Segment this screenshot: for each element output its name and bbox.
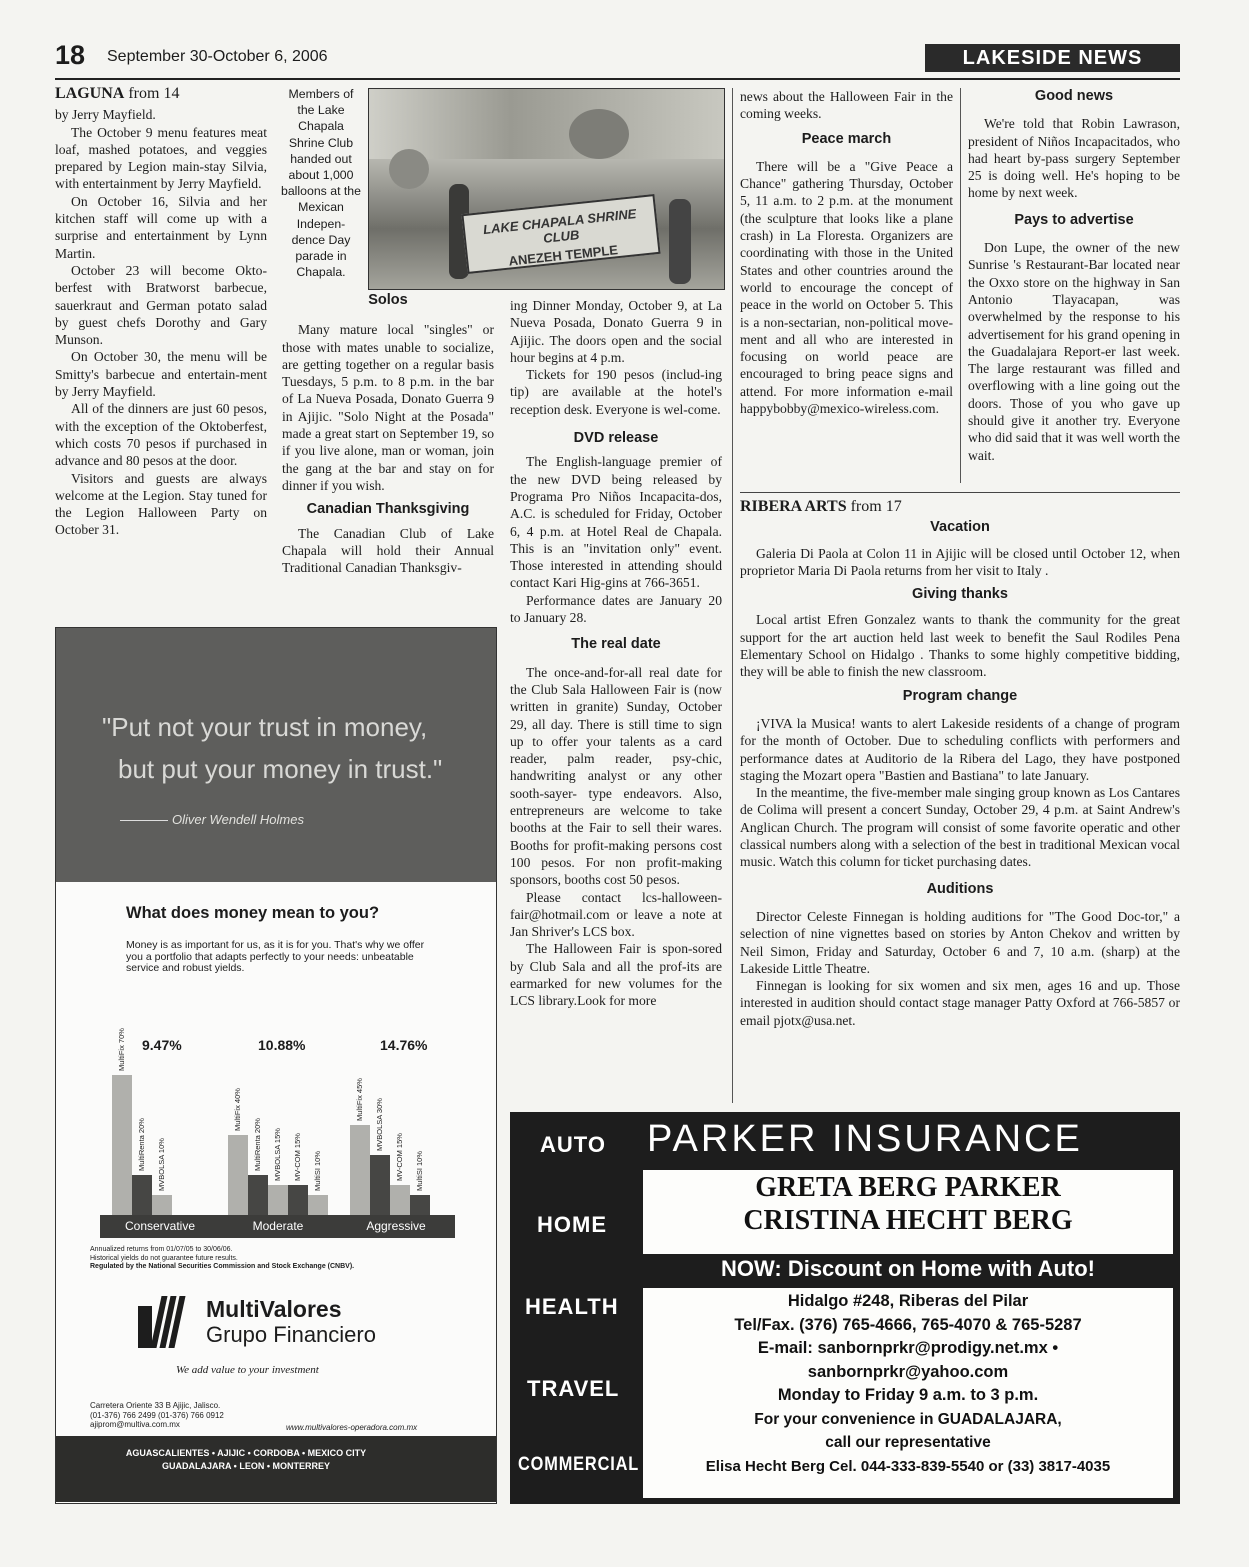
multivalores-logo-icon (138, 1296, 190, 1348)
real-date-heading: The real date (571, 636, 661, 653)
dvd-heading: DVD release (573, 430, 659, 447)
portfolio-bar-label: MultiRenta 20% (137, 1118, 146, 1171)
issue-date: September 30-October 6, 2006 (107, 48, 328, 65)
ribera-jump-head: RIBERA ARTS from 17 (740, 498, 902, 515)
thanks-paragraph: Local artist Efren Gonzalez wants to thank the community for the great support for the art auction held last week to benefit the Saul Rodiles Pena Elementary School on Hidalgo . Thanks to some highly competitive bidding, they will be able to finish the new classroom. (740, 612, 1180, 680)
portfolio-label-moderate: Moderate (252, 1219, 304, 1233)
portfolio-bar (350, 1125, 370, 1215)
side-label-commercial: COMMERCIAL (518, 1454, 640, 1475)
portfolio-bar-label: MV-COM 15% (395, 1133, 404, 1181)
column-3 (510, 297, 722, 1010)
auditions-paragraph: Finnegan is looking for six women and six men, ages 16 and up. Those interested in audition should contact stage manager Patty Oxford at 766-5857 or email pjotx@usa.net. (740, 978, 1180, 1028)
brand-subtitle: Grupo Financiero (206, 1322, 376, 1347)
thanks-heading: Giving thanks (912, 586, 1008, 603)
portfolio-bar (268, 1185, 288, 1215)
portfolio-yield: 10.88% (258, 1037, 306, 1053)
parker-gdl-2: call our representative (825, 1434, 991, 1451)
quote-panel (56, 628, 496, 882)
parker-rep: Elisa Hecht Berg Cel. 044-333-839-5540 or (33) 3817-4035 (705, 1457, 1111, 1475)
portfolio-chart (100, 1003, 455, 1238)
portfolio-bar-label: MultiFix 45% (355, 1078, 364, 1121)
column-rule (732, 88, 733, 1103)
parker-gdl-1: For your convenience in GUADALAJARA, (754, 1410, 1062, 1428)
portfolio-bar (228, 1135, 248, 1215)
canadian-continued: Tickets for 190 pesos (includ-ing tip) are available at the hotel's reception desk. Everyone is wel-come. (510, 367, 722, 417)
cities-band: AGUASCALIENTES • AJIJIC • CORDOBA • MEXICO CITY GUADALAJARA • LEON • MONTERREY (56, 1436, 496, 1502)
advertise-heading: Pays to advertise (1014, 211, 1134, 228)
parker-title: PARKER INSURANCE (647, 1118, 1083, 1160)
quote-line-1: "Put not your trust in money, (102, 712, 428, 742)
good-news-paragraph: We're told that Robin Lawrason, president of Niños Incapacitados, who had heart by-pass surgery September 25 is doing well. He's hoping to be home by next week. (968, 116, 1180, 201)
money-question: What does money mean to you? (126, 904, 380, 922)
quote-line-2: but put your money in trust." (118, 754, 443, 784)
page-header (55, 40, 1180, 76)
column-5 (968, 88, 1180, 464)
canadian-continued: ing Dinner Monday, October 9, at La Nueva Posada, Donato Guerra 9 in Ajijic. The doors open and the social hour begins at 4 p.m. (510, 298, 722, 365)
parker-names-box (643, 1170, 1173, 1254)
discount-banner: NOW: Discount on Home with Auto! (721, 1256, 1095, 1281)
portfolio-bar (132, 1175, 152, 1215)
laguna-paragraph: The October 9 menu features meat loaf, mashed potatoes, and veggies prepared by Legion main-stay Silvia, with entertainment by Jerry Mayfield. (55, 124, 267, 192)
portfolio-bar-label: MVBOLSA 15% (273, 1128, 282, 1181)
portfolio-bar-label: MV-COM 15% (293, 1133, 302, 1181)
laguna-paragraph: by Jerry Mayfield. (55, 107, 156, 123)
agent-name-1: GRETA BERG PARKER (755, 1172, 1061, 1203)
masthead-title: LAKESIDE NEWS (962, 47, 1143, 69)
laguna-jump-head: LAGUNA from 14 (55, 85, 180, 102)
money-intro: Money is as important for us, as it is for you. That's why we offer you a portfolio that adapts perfectly to your needs: unbeatable service and robust yields. (126, 939, 425, 974)
side-label-health: HEALTH (525, 1294, 619, 1319)
portfolio-bar (308, 1195, 328, 1215)
portfolio-bar (410, 1195, 430, 1215)
dvd-paragraph: Performance dates are January 20 to January 28. (510, 592, 722, 626)
portfolio-bar-label: MVBOLSA 30% (375, 1098, 384, 1151)
good-news-heading: Good news (1034, 88, 1114, 104)
dvd-paragraph: The English-language premier of the new DVD being released by Programa Pro Niños Incapacita-dos, A.C. is scheduled for Friday, October 6, 4 p.m. at Hotel Real de Chapala. This is an "invitation only" event. Those interested in attending should contact Kari Hig-gins at 766-3651. (510, 454, 722, 591)
portfolio-bar-label: MVBOLSA 10% (157, 1138, 166, 1191)
ad-address: Carretera Oriente 33 B Ajijic, Jalisco. (01-376) 766 2499 (01-376) 766 0912 ajiprom@multiva.com.mx (90, 1401, 224, 1429)
real-date-paragraph: The Halloween Fair is spon-sored by Club Sala and all the prof-its are earmarked for new volumes for the LCS library.Look for more (510, 941, 722, 1009)
laguna-paragraph: On October 30, the menu will be Smitty's barbecue and entertain-ment by Jerry Mayfield. (55, 349, 267, 400)
auditions-heading: Auditions (926, 880, 994, 897)
ribera-arts-article (740, 498, 1180, 1029)
column-rule (960, 88, 961, 483)
portfolio-bar-label: MultiSI 10% (313, 1150, 322, 1191)
portfolio-bar (288, 1185, 308, 1215)
parker-insurance-ad (510, 1112, 1180, 1504)
laguna-article (55, 85, 267, 539)
canadian-heading: Canadian Thanksgiving (306, 501, 470, 518)
laguna-paragraph: On October 16, Silvia and her kitchen staff will come up with a surprise and entertainment by Lynn Martin. (55, 193, 267, 261)
header-rule (55, 78, 1180, 80)
portfolio-yield: 14.76% (380, 1037, 428, 1053)
vacation-heading: Vacation (930, 519, 990, 536)
photo-caption: Members of the Lake Chapala Shrine Club handed out about 1,000 balloons at the Mexican Indepen-dence Day parade in Chapala. (281, 87, 361, 280)
solos-paragraph: Many mature local "singles" or those with mates unable to socialize, are getting together on a regular basis Tuesdays, 5 p.m. to 8 p.m. in the bar of La Nueva Posada, Donato Guerra 9 in Ajijic. "Solo Night at the Posada" made a great start on September 19, so if you live alone, man or woman, join the gang at the bar and stay on for dinner if you wish. (282, 322, 494, 493)
portfolio-bar-label: MultiFix 40% (233, 1088, 242, 1131)
program-paragraph: ¡VIVA la Musica! wants to alert Lakeside residents of a change of program for the month of October. Due to scheduling conflicts with performers and performance dates at Auditorio de la Ribera del Lago, they have postponed staging the Mozart opera "Bastien and Bastiana" to late January. (740, 715, 1180, 783)
laguna-paragraph: All of the dinners are just 60 pesos, with the exception of the Oktoberfest, which costs 70 pesos if purchased in advance and 80 pesos at the door. (55, 401, 267, 469)
portfolio-bar (248, 1175, 268, 1215)
side-label-home: HOME (537, 1212, 607, 1237)
portfolio-label-conservative: Conservative (124, 1219, 196, 1233)
parker-hours: Monday to Friday 9 a.m. to 3 p.m. (777, 1386, 1039, 1404)
parker-address: Hidalgo #248, Riberas del Pilar (787, 1292, 1029, 1310)
quote-author: Oliver Wendell Holmes (172, 812, 304, 827)
page-number: 18 (55, 40, 86, 70)
multivalores-ad (55, 627, 497, 1504)
vacation-paragraph: Galeria Di Paola at Colon 11 in Ajijic will be closed until October 12, when proprietor Maria Di Paola returns from her visit to Italy . (740, 545, 1180, 578)
portfolio-bar-label: MultiSI 10% (415, 1150, 424, 1191)
brand-tagline: We add value to your investment (176, 1364, 319, 1376)
program-paragraph: In the meantime, the five-member male singing group known as Los Cantares de Colima will present a concert Sunday, October 29, 4 p.m. at Saint Andrew's Anglican Church. The program will consist of some favorite operatic and other classical numbers along with a selection of the best in traditional Mexican vocal music. Watch this column for ticket purchasing dates. (740, 785, 1180, 870)
portfolio-bar-label: MultiRenta 20% (253, 1118, 262, 1171)
laguna-paragraph: October 23 will become Okto-berfest with Bratworst barbecue, sauerkraut and German potato salad by guest chefs Dorothy and Gary Munson. (55, 262, 267, 348)
canadian-paragraph: The Canadian Club of Lake Chapala will hold their Annual Traditional Canadian Thanksgiv- (282, 525, 494, 576)
program-heading: Program change (902, 687, 1018, 704)
parker-email-1[interactable]: E-mail: sanbornprkr@prodigy.net.mx • (757, 1339, 1059, 1357)
parker-contact-box (643, 1288, 1173, 1498)
portfolio-bar (390, 1185, 410, 1215)
agent-name-2: CRISTINA HECHT BERG (743, 1205, 1073, 1236)
portfolio-yield: 9.47% (142, 1037, 182, 1053)
column-4 (740, 88, 953, 417)
quote-dash (120, 820, 168, 821)
section-rule (740, 492, 1180, 493)
peace-heading: Peace march (801, 130, 892, 147)
side-label-travel: TRAVEL (527, 1376, 620, 1401)
solos-article (282, 290, 494, 576)
real-date-paragraph: Please contact lcs-halloween-fair@hotmail.com or leave a note at Jan Shriver's LCS box. (510, 889, 722, 940)
auditions-paragraph: Director Celeste Finnegan is holding auditions for "The Good Doc-tor," a selection of nine vignettes based on stories by Anton Chekov and written by Neil Simon, Friday and Saturday, October 6 and 7, 10 a.m. (sharp) at the Lakeside Little Theatre. (740, 908, 1180, 976)
parker-phone: Tel/Fax. (376) 765-4666, 765-4070 & 765-5287 (734, 1315, 1082, 1334)
portfolio-label-aggressive: Aggressive (366, 1219, 426, 1233)
side-label-auto: AUTO (540, 1132, 606, 1157)
real-date-continued: news about the Halloween Fair in the coming weeks. (740, 89, 953, 122)
laguna-paragraph: Visitors and guests are always welcome at the Legion. Stay tuned for the Legion Halloween Party on October 31. (55, 470, 267, 538)
portfolio-bar (370, 1155, 390, 1215)
peace-paragraph: There will be a "Give Peace a Chance" gathering Thursday, October 5, 11 a.m. to 2 p.m. at the monument (the sculpture that looks like a plane crash) in La Floresta. Organizers are coordinating with those in the United States and other countries around the world to encourage the concept of peace in the world on October 5. This is a non-sectarian, non-political move-ment and all who are interested in focusing on world peace are encouraged to bring peace signs and attend. For more information e-mail happybobby@mexico-wireless.com. (740, 158, 953, 417)
parker-email-2[interactable]: sanbornprkr@yahoo.com (807, 1362, 1009, 1381)
portfolio-bar (112, 1075, 132, 1215)
solos-heading: Solos (368, 292, 408, 308)
photo-banner: LAKE CHAPALA SHRINE CLUB ANEZEH TEMPLE (461, 194, 660, 274)
ad-website[interactable]: www.multivalores-operadora.com.mx (286, 1423, 418, 1432)
masthead (925, 44, 1180, 72)
portfolio-bar (152, 1195, 172, 1215)
real-date-paragraph: The once-and-for-all real date for the Club Sala Halloween Fair is (now written in granite) Sunday, October 29, all day. There is still time to sign up to offer your talents as a card reader, palm reader, psy-chic, handwriting analyst or any other sooth-sayer- type endeavors. Also, entrepreneurs are welcome to take booths at the Fair to sell their wares. Booths for profit-making persons cost 100 pesos. For non profit-making sponsors, booths cost 50 pesos. (510, 664, 722, 888)
parade-photo (368, 88, 725, 290)
disclaimer: Annualized returns from 01/07/05 to 30/06/06. Historical yields do not guarantee future results. Regulated by the National Securities Commission and Stock Exchange (CNBV). (90, 1246, 355, 1270)
portfolio-bar-label: MultiFix 70% (117, 1028, 126, 1071)
brand-name: MultiValores (206, 1296, 342, 1322)
advertise-paragraph: Don Lupe, the owner of the new Sunrise 's Restaurant-Bar located near the Oxxo store on the highway in San Antonio Tlayacapan, was overwhelmed by the response to his advertisement for his grand opening in the Guadalajara Report-er last week. The large restaurant was filled and overflowing with a line going out the doors. Those of you who gave up should give it another try. Everyone who did said that it was well worth the wait. (968, 240, 1180, 463)
